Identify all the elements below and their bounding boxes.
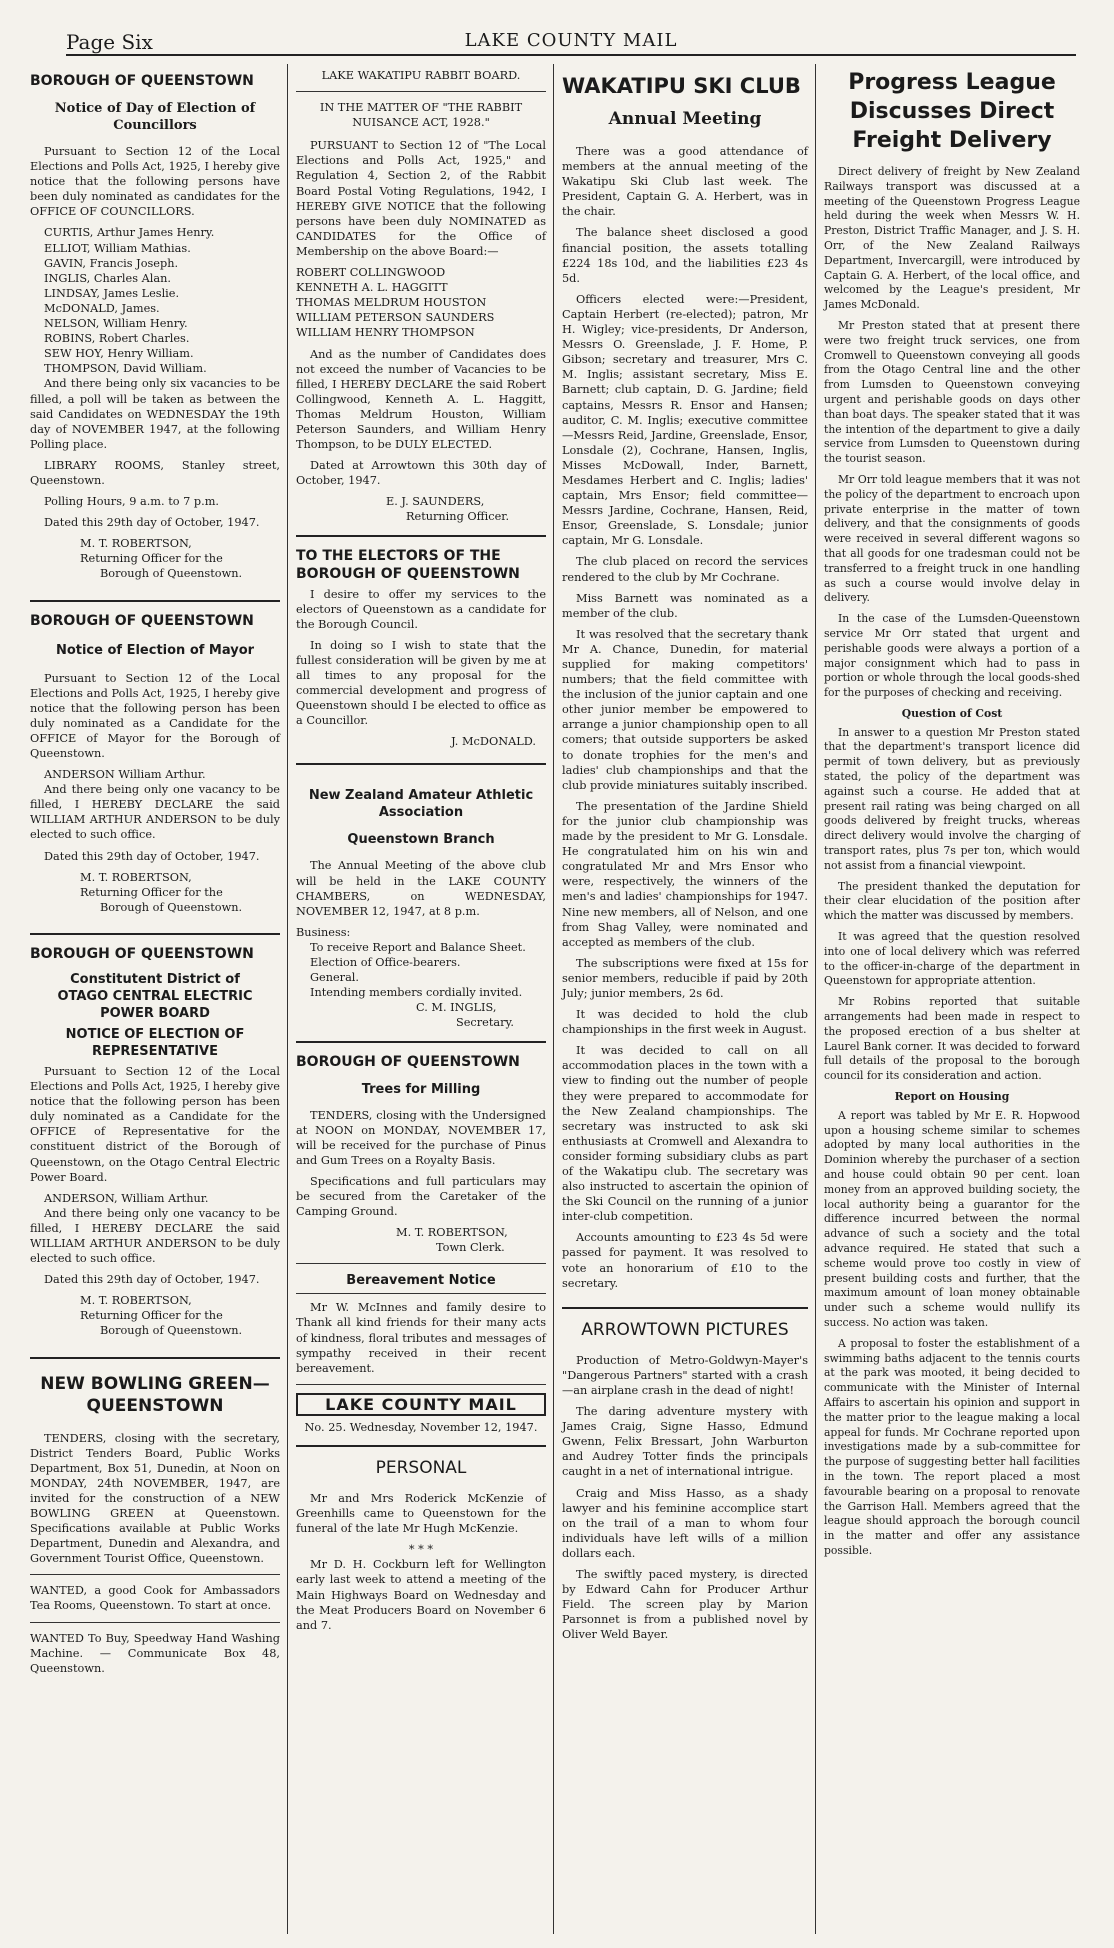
article-paragraph: There was a good attendance of members at the annual meeting of the Wakatipu Ski Club last week. The President, Captain G. A. Herbert, was in the chair. (562, 145, 808, 219)
candidate: GAVIN, Francis Joseph. (44, 256, 179, 270)
article-headline: WAKATIPU SKI CLUB (562, 74, 801, 98)
signature: M. T. ROBERTSON, (396, 1226, 508, 1240)
divider (296, 1263, 546, 1264)
article-paragraph: Direct delivery of freight by New Zealand Railways transport was discussed at a meeting of the Queenstown Progress League held during the week when Messrs W. H. Preston, District Traffic Manager, and J. S. H. Orr, of the New Zealand Railways Department, Invercargill, were introduced by Captain G. A. Herbert, of the local office, and welcomed by the League's president, Mr James McDonald. (824, 165, 1080, 312)
business-item: Election of Office-bearers. (310, 956, 461, 970)
article-paragraph: Mr Robins reported that suitable arrangements had been made in respect to the proposed erection of a bus shelter at Laurel Bank corner. It was decided to forward full details of the proposal to the borough council for its consideration and action. (824, 995, 1080, 1083)
signature-role: Secretary. (456, 1016, 514, 1030)
article-paragraph: The balance sheet disclosed a good financial position, the assets totalling £224 18s 10d, and the liabilities £23 4s 5d. (562, 226, 808, 285)
column-rule (553, 64, 554, 1934)
column-2 (296, 68, 546, 1639)
article-paragraph: Craig and Miss Hasso, as a shady lawyer and his feminine accomplice start on the trail of a man to whom four individuals have left wills of a million dollars each. (562, 1486, 808, 1560)
signature-place: Borough of Queenstown. (100, 900, 243, 914)
section-title: PERSONAL (375, 1458, 467, 1478)
notice-paragraph: The Annual Meeting of the above club will be held in the LAKE COUNTY CHAMBERS, on WEDNESDAY, NOVEMBER 12, 1947, at 8 p.m. (296, 859, 546, 918)
column-rule (287, 64, 288, 1934)
article-subhead: Question of Cost (901, 706, 1003, 720)
signature-place: Borough of Queenstown. (100, 1324, 243, 1338)
candidate-list (296, 265, 546, 340)
dated-line: Dated this 29th day of October, 1947. (44, 849, 260, 863)
invitation: Intending members cordially invited. (310, 986, 523, 1000)
candidate: McDONALD, James. (44, 301, 160, 315)
divider (296, 535, 546, 537)
notice-title: Bereavement Notice (346, 1273, 496, 1289)
issue-line: No. 25. Wednesday, November 12, 1947. (304, 1420, 538, 1434)
notice-title: LAKE WAKATIPU RABBIT BOARD. (321, 69, 521, 82)
divider (296, 91, 546, 92)
signature-place: Borough of Queenstown. (100, 567, 243, 581)
divider (30, 1622, 280, 1623)
article-paragraph: The swiftly paced mystery, is directed by Edward Cahn for Producer Arthur Field. The screen play by Marion Parsonnet is from a published novel by Oliver Weld Bayer. (562, 1567, 808, 1642)
notice-subtitle: Notice of Election of Mayor (55, 642, 255, 658)
candidate: WILLIAM PETERSON SAUNDERS (296, 311, 495, 325)
signature: M. T. ROBERTSON, (80, 537, 192, 551)
notice-subtitle: Queenstown Branch (347, 832, 495, 848)
notice-body: Mr W. McInnes and family desire to Thank all kind friends for their many acts of kindness, floral tributes and messages of sympathy received in their recent bereavement. (296, 1301, 546, 1375)
dated-line: Dated this 29th day of October, 1947. (44, 1273, 260, 1287)
notice-intro: Pursuant to Section 12 of the Local Elections and Polls Act, 1925, I hereby give notice that the following person has been duly nominated as a Candidate for the OFFICE of Mayor for the Borough of Queenstown. (30, 671, 280, 760)
signature-role: Town Clerk. (436, 1241, 505, 1255)
divider (296, 763, 546, 765)
notice-body: And there being only one vacancy to be filled, I HEREBY DECLARE the said WILLIAM ARTHUR ANDERSON to be duly elected to such office. (30, 783, 280, 842)
candidate: ROBINS, Robert Charles. (44, 332, 190, 346)
business-item: General. (310, 971, 360, 985)
divider (296, 1293, 546, 1294)
candidate: SEW HOY, Henry William. (44, 347, 194, 361)
dated-line: Dated at Arrowtown this 30th day of October, 1947. (296, 459, 546, 488)
ski-club-article (562, 72, 808, 1291)
election-notice (30, 72, 280, 582)
article-headline: Progress League Discusses Direct Freight Delivery (848, 70, 1056, 153)
article-paragraph: It was resolved that the secretary thank Mr A. Chance, Dunedin, for material supplied for making competitors' numbers; that the field committee with the inclusion of the junior captain and one other junior member be empowered to arrange a junior championship open to all comers; that outside supporters be asked to donate trophies for the men's and ladies' club championships and that the club provide miniatures suitably inscribed. (562, 627, 808, 792)
article-headline: ARROWTOWN PICTURES (581, 1319, 789, 1340)
candidate: ANDERSON William Arthur. (44, 768, 206, 782)
business-item: To receive Report and Balance Sheet. (310, 940, 526, 954)
classified-ad: WANTED To Buy, Speedway Hand Washing Machine. — Communicate Box 48, Queenstown. (30, 1631, 280, 1675)
article-paragraph: The daring adventure mystery with James Craig, Signe Hasso, Edmund Gwenn, Felix Bressart, John Warburton and Audrey Totter finds the principals caught in a net of international intrigue. (562, 1405, 808, 1479)
notice-body: And there being only six vacancies to be filled, a poll will be taken as between the said Candidates on WEDNESDAY the 19th day of NOVEMBER 1947, at the following Polling place. (30, 377, 280, 451)
notice-title: New Zealand Amateur Athletic Association (308, 788, 534, 821)
article-paragraph: Mr Preston stated that at present there were two freight truck services, one from Cromwell to Queenstown conveying all goods from the Otago Central line and the other from Lumsden to Queenstown conveying urgent and perishable goods on days other than boat days. The speaker stated that it was the intention of the department to give a daily service from Lumsden to Queenstown during the tourist season. (824, 318, 1080, 466)
notice-subtitle: Trees for Milling (361, 1081, 481, 1097)
classified-ad: WANTED, a good Cook for Ambassadors Tea Rooms, Queenstown. To start at once. (30, 1584, 280, 1613)
electors-notice (296, 547, 546, 750)
article-subhead: Annual Meeting (608, 109, 762, 129)
article-subhead: Report on Housing (894, 1090, 1010, 1104)
candidate: ROBERT COLLINGWOOD (296, 266, 446, 280)
notice-title: BOROUGH OF QUEENSTOWN (30, 73, 254, 89)
divider (296, 1384, 546, 1385)
notice-body: And as the number of Candidates does not exceed the number of Vacancies to be filled, I HEREBY DECLARE the said Robert Collingwood, Kenneth A. L. Haggitt, Thomas Meldrum Houston, William Peterson Saunders, and William Henry Thompson, to be DULY ELECTED. (296, 347, 546, 452)
signature-role: Returning Officer for the (80, 885, 223, 899)
athletic-notice (296, 775, 546, 1030)
column-rule (815, 64, 816, 1934)
notice-intro: PURSUANT to Section 12 of "The Local Elections and Polls Act, 1925," and Regulation 4, Section 2, of the Rabbit Board Postal Voting Regulations, 1942, I HEREBY GIVE NOTICE that the following persons have been duly NOMINATED as CANDIDATES for the Office of Membership on the above Board:— (296, 139, 546, 258)
notice-title: BOROUGH OF QUEENSTOWN (30, 945, 254, 962)
candidate: INGLIS, Charles Alan. (44, 271, 171, 285)
column-3 (562, 68, 808, 1648)
divider (30, 933, 280, 935)
trees-notice (296, 1053, 546, 1256)
candidate: THOMAS MELDRUM HOUSTON (296, 296, 487, 310)
article-paragraph: The club placed on record the services rendered to the club by Mr Cochrane. (562, 555, 808, 584)
notice-paragraph: Specifications and full particulars may be secured from the Caretaker of the Camping Ground. (296, 1174, 546, 1219)
signature-role: Returning Officer for the (80, 552, 223, 566)
bereavement-notice (296, 1272, 546, 1375)
power-board-notice (30, 945, 280, 1339)
candidate-list (30, 225, 280, 376)
divider (296, 1041, 546, 1043)
article-paragraph: A proposal to foster the establishment of a swimming baths adjacent to the tennis courts at the park was mooted, it being decided to communicate with the Minister of Internal Affairs to ascertain his opinion and support in the matter prior to the league making a local appeal for funds. Mr Cochrane reported upon investigations made by a sub-committee for the purpose of suggesting better hall facilities in the town. The report placed a most favourable bearing on a proposal to renovate the Garrison Hall. Members agreed that the league should approach the borough council in the matter and offer any assistance possible. (824, 1336, 1080, 1557)
bowling-green-notice (30, 1373, 280, 1567)
notice-body: TENDERS, closing with the secretary, District Tenders Board, Public Works Department, Box 51, Dunedin, at Noon on MONDAY, 24th NOVEMBER, 1947, are invited for the construction of a NEW BOWLING GREEN at Queenstown. Specifications available at Public Works Department, Dunedin and Alexandra, and Government Tourist Office, Queenstown. (30, 1431, 280, 1566)
polling-hours: Polling Hours, 9 a.m. to 7 p.m. (44, 495, 220, 509)
masthead-rule (66, 54, 1076, 56)
notice-subtitle: NOTICE OF ELECTION OF REPRESENTATIVE (65, 1026, 245, 1059)
divider (562, 1307, 808, 1309)
candidate: WILLIAM HENRY THOMPSON (296, 326, 475, 340)
signature-role: Returning Officer. (406, 510, 510, 524)
polling-place: LIBRARY ROOMS, Stanley street, Queenstown. (30, 458, 280, 487)
divider (30, 1574, 280, 1575)
candidate: THOMPSON, David William. (44, 362, 207, 376)
signature-role: Returning Officer for the (80, 1309, 223, 1323)
article-paragraph: It was decided to hold the club championships in the first week in August. (562, 1008, 808, 1037)
rabbit-board-notice (296, 68, 546, 525)
signature: C. M. INGLIS, (416, 1001, 497, 1015)
notice-title: TO THE ELECTORS OF THE BOROUGH OF QUEENSTOWN (296, 547, 520, 582)
notice-paragraph: I desire to offer my services to the electors of Queenstown as a candidate for the Borough Council. (296, 587, 546, 631)
article-paragraph: Miss Barnett was nominated as a member of the club. (562, 591, 808, 620)
notice-intro: Pursuant to Section 12 of the Local Elections and Polls Act, 1925, I hereby give notice that the following persons have been duly nominated as candidates for the OFFICE OF COUNCILLORS. (30, 145, 280, 219)
candidate: ANDERSON, William Arthur. (44, 1191, 209, 1205)
column-1 (30, 68, 280, 1682)
notice-intro: Pursuant to Section 12 of the Local Elections and Polls Act, 1925, I hereby give notice that the following person has been duly nominated as a Candidate for the OFFICE of Representative for the constituent district of the Borough of Queenstown, on the Otago Central Electric Power Board. (30, 1064, 280, 1184)
masthead (66, 30, 1076, 56)
article-paragraph: Production of Metro-Goldwyn-Mayer's "Dangerous Partners" started with a crash—an airplane crash in the dead of night! (562, 1353, 808, 1397)
divider (30, 600, 280, 602)
notice-subtitle: IN THE MATTER OF "THE RABBIT NUISANCE ACT, 1928." (319, 101, 523, 130)
personal-item: Mr and Mrs Roderick McKenzie of Greenhills came to Queenstown for the funeral of the late Mr Hugh McKenzie. (296, 1492, 546, 1536)
column-4 (824, 68, 1080, 1565)
pictures-article (562, 1319, 808, 1643)
article-paragraph: A report was tabled by Mr E. R. Hopwood upon a housing scheme similar to schemes adopted by many local authorities in the Dominion whereby the purchaser of a section and house could obtain 90 per cent. loan money from an approved building society, the local authority being a guarantor for the difference incurred between the normal advance of such a society and the total advance required. He stated that such a scheme would prove too costly in view of present building costs and further, that the maximum amount of loan money obtainable under such a scheme would nullify its success. No action was taken. (824, 1108, 1080, 1329)
nameplate-title: LAKE COUNTY MAIL (296, 1393, 546, 1416)
candidate: ELLIOT, William Mathias. (44, 241, 191, 255)
business-heading: Business: (296, 925, 351, 939)
divider (296, 1445, 546, 1447)
signature: J. McDONALD. (451, 735, 536, 749)
article-paragraph: Mr Orr told league members that it was not the policy of the department to encroach upon private enterprise in the matter of town delivery, and that the consignments of goods were received in several different wagons so that all goods for one tradesman could not be transferred to a freight truck in one handling as such a course would involve delay in delivery. (824, 472, 1080, 605)
article-paragraph: It was agreed that the question resolved into one of local delivery which was referred to the officer-in-charge of the department in Queenstown for appropriate attention. (824, 930, 1080, 988)
dated-line: Dated this 29th day of October, 1947. (44, 516, 260, 530)
article-paragraph: Officers elected were:—President, Captain Herbert (re-elected); patron, Mr H. Wigley; vice-presidents, Dr Anderson, Messrs O. Greenslade, J. F. Home, P. Gibson; secretary and treasurer, Mrs C. M. Inglis; assistant secretary, Miss E. Barnett; club captain, D. G. Jardine; field captains, Messrs R. Ensor and Hansen; auditor, C. M. Inglis; executive committee—Messrs Reid, Jardine, Greenslade, Ensor, Lonsdale (2), Cochrane, Hansen, Inglis, Misses McDowall, Inder, Barnett, Mesdames Herbert and C. Inglis; ladies' captain, Mrs Ensor; field committee—Messrs Jardine, Cochrane, Hansen, Reid, Ensor, Greenslade, S. Lonsdale; junior captain, Mr G. Lonsdale. (562, 292, 808, 548)
notice-subtitle: Constitutent District of (70, 971, 240, 987)
notice-title: BOROUGH OF QUEENSTOWN (296, 1053, 520, 1070)
article-paragraph: In the case of the Lumsden-Queenstown service Mr Orr stated that urgent and perishable goods were always a portion of a major consignment which had to pass in portion or whole through the local goods-shed for the purposes of checking and receiving. (824, 612, 1080, 700)
signature: E. J. SAUNDERS, (386, 495, 485, 509)
candidate: LINDSAY, James Leslie. (44, 286, 180, 300)
article-paragraph: It was decided to call on all accommodation places in the town with a view to finding out the number of people they were prepared to accommodate for the New Zealand championships. The secretary was instructed to ask ski enthusiasts at Cromwell and Alexandra to consider forming subsidiary clubs as part of the Wakatipu club. The secretary was also instructed to ascertain the opinion of the Ski Council on the running of a junior inter-club competition. (562, 1044, 808, 1224)
candidate: CURTIS, Arthur James Henry. (44, 226, 215, 240)
article-paragraph: The presentation of the Jardine Shield for the junior club championship was made by the president to Mr G. Lonsdale. He congratulated him on his win and congratulated Mr and Mrs Ensor who were, respectively, the winners of the men's and ladies' championships for 1947. Nine new members, all of Nelson, and one from Shag Valley, were nominated and accepted as members of the club. (562, 799, 808, 949)
masthead-title: LAKE COUNTY MAIL (464, 30, 678, 51)
notice-paragraph: TENDERS, closing with the Undersigned at NOON on MONDAY, NOVEMBER 17, will be received for the purchase of Pinus and Gum Trees on a Royalty Basis. (296, 1108, 546, 1167)
nameplate (296, 1393, 546, 1435)
notice-subtitle: OTAGO CENTRAL ELECTRIC POWER BOARD (57, 988, 253, 1021)
candidate: KENNETH A. L. HAGGITT (296, 281, 448, 295)
notice-title: NEW BOWLING GREEN—QUEENSTOWN (40, 1373, 270, 1416)
mayor-notice (30, 612, 280, 915)
notice-paragraph: In doing so I wish to state that the fullest consideration will be given by me at all times to any proposal for the commercial development and progress of Queenstown should I be elected to office as a Councillor. (296, 638, 546, 728)
page-number: Page Six (66, 30, 153, 54)
personal-item: Mr D. H. Cockburn left for Wellington early last week to attend a meeting of the Main Highways Board on Wednesday and the Meat Producers Board on November 6 and 7. (296, 1558, 546, 1632)
notice-body: And there being only one vacancy to be filled, I HEREBY DECLARE the said WILLIAM ARTHUR ANDERSON to be duly elected to such office. (30, 1206, 280, 1266)
signature: M. T. ROBERTSON, (80, 1294, 192, 1308)
article-paragraph: The president thanked the deputation for their clear elucidation of the position after which the matter was discussed by members. (824, 879, 1080, 923)
notice-subtitle: Notice of Day of Election of Councillors (54, 101, 256, 133)
separator-stars: * * * (408, 1543, 434, 1557)
article-paragraph: In answer to a question Mr Preston stated that the department's transport licence did permit of town delivery, but as previously stated, the policy of the department was against such a course. He added that at present rail rating was being charged on all goods delivered by freight trucks, whereas direct delivery would involve the charging of transport rates, plus 7s per ton, which would not assist from a financial viewpoint. (824, 725, 1080, 872)
signature: M. T. ROBERTSON, (80, 870, 192, 884)
article-paragraph: The subscriptions were fixed at 15s for senior members, reducible if paid by 20th July; junior members, 2s 6d. (562, 956, 808, 1000)
notice-title: BOROUGH OF QUEENSTOWN (30, 612, 254, 629)
divider (30, 1357, 280, 1359)
candidate: NELSON, William Henry. (44, 317, 188, 331)
article-paragraph: Accounts amounting to £23 4s 5d were passed for payment. It was resolved to vote an honorarium of £10 to the secretary. (562, 1231, 808, 1290)
personal-column (296, 1457, 546, 1633)
